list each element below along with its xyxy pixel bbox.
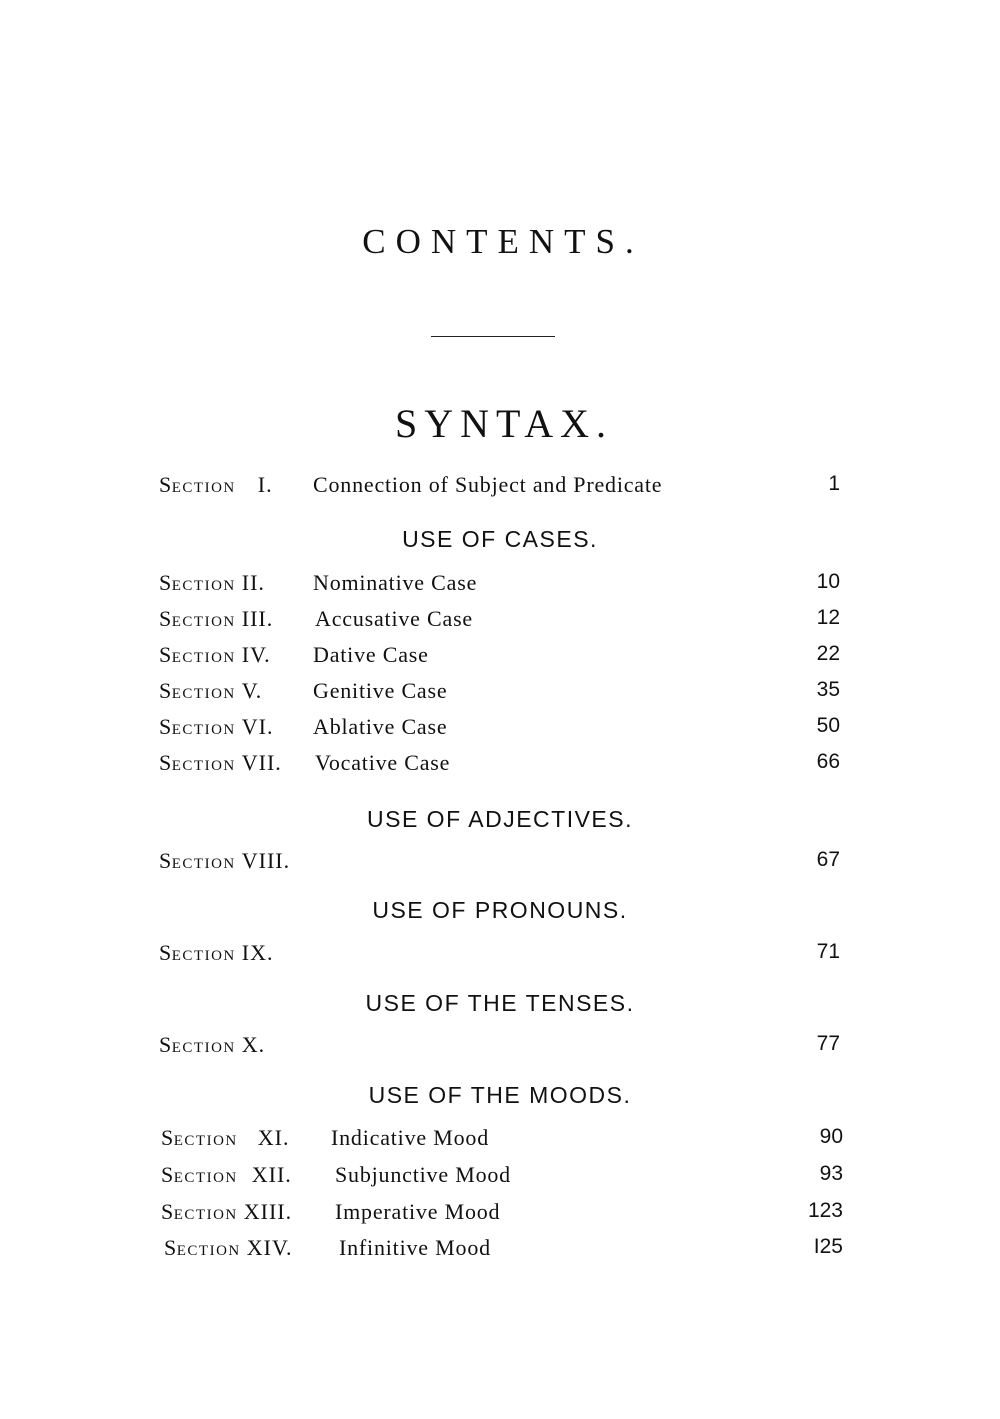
title-rule [431,336,555,337]
page-number: 12 [816,606,840,629]
part-title: SYNTAX. [394,401,614,446]
toc-entry-section-13 [0,1199,1000,1231]
section-word: SECTION [159,472,236,497]
page-number: 50 [816,714,840,737]
page-number: 35 [816,678,840,701]
toc-entry-section-8 [0,848,1000,880]
page-number: 93 [819,1162,843,1185]
page-number: I25 [813,1235,843,1258]
section-numeral: I. [257,472,273,497]
section-word: SECTION [161,1125,238,1150]
section-title: Dative Case [313,642,429,667]
section-label [159,1032,265,1058]
section-word: SECTION [159,606,236,631]
toc-entry-section-4 [0,642,1000,674]
toc-entry-section-14 [0,1235,1000,1267]
toc-entry-section-12 [0,1162,1000,1194]
section-numeral: III. [241,606,274,631]
group-heading-tenses: USE OF THE TENSES. [365,990,635,1016]
page-number: 66 [816,750,840,773]
toc-entry-section-10 [0,1032,1000,1064]
page-number: 10 [816,570,840,593]
section-label [159,940,273,966]
toc-entry-section-1 [0,472,1000,504]
section-label [159,678,262,704]
section-numeral: IV. [241,642,271,667]
section-label [164,1235,293,1261]
group-heading-cases: USE OF CASES. [402,526,598,552]
section-word: SECTION [159,750,236,775]
section-title: Accusative Case [315,606,473,631]
page-number: 1 [828,472,840,495]
section-word: SECTION [159,1032,236,1057]
section-word: SECTION [159,678,236,703]
page-title: CONTENTS. [362,222,644,261]
page-number: 71 [816,940,840,963]
section-title: Genitive Case [313,678,448,703]
section-numeral: VII. [241,750,282,775]
section-numeral: XIV. [246,1235,293,1260]
section-word: SECTION [159,714,236,739]
section-word: SECTION [159,642,236,667]
section-label [159,570,265,596]
section-word: SECTION [161,1162,238,1187]
section-numeral: VIII. [241,848,291,873]
section-title: Infinitive Mood [339,1235,491,1260]
page-number: 123 [807,1199,843,1222]
section-numeral: V. [241,678,263,703]
section-title: Imperative Mood [335,1199,501,1224]
toc-entry-section-5 [0,678,1000,710]
section-label [159,714,273,740]
group-heading-pronouns: USE OF PRONOUNS. [372,897,628,923]
section-title: Connection of Subject and Predicate [313,472,663,497]
section-word: SECTION [161,1199,238,1224]
section-word: SECTION [159,940,236,965]
section-label [159,848,290,874]
page-number: 67 [816,848,840,871]
section-label [161,1125,289,1151]
section-title: Ablative Case [313,714,448,739]
section-word: SECTION [164,1235,241,1260]
toc-entry-section-2 [0,570,1000,602]
group-heading-moods: USE OF THE MOODS. [368,1082,632,1108]
section-title: Nominative Case [313,570,478,595]
section-label [159,472,273,498]
section-word: SECTION [159,570,236,595]
section-numeral: XIII. [243,1199,293,1224]
section-label [161,1162,292,1188]
section-numeral: VI. [241,714,274,739]
section-title: Vocative Case [315,750,451,775]
section-word: SECTION [159,848,236,873]
toc-entry-section-3 [0,606,1000,638]
section-label [159,606,273,632]
page-number: 22 [816,642,840,665]
section-label [159,750,282,776]
group-heading-adjectives: USE OF ADJECTIVES. [367,806,633,832]
toc-entry-section-7 [0,750,1000,782]
section-label [159,642,271,668]
section-title: Subjunctive Mood [335,1162,511,1187]
toc-entry-section-9 [0,940,1000,972]
section-numeral: XI. [257,1125,290,1150]
section-label [161,1199,292,1225]
section-numeral: XII. [251,1162,292,1187]
toc-entry-section-11 [0,1125,1000,1157]
section-numeral: IX. [241,940,274,965]
toc-entry-section-6 [0,714,1000,746]
section-numeral: X. [241,1032,266,1057]
page-number: 77 [816,1032,840,1055]
section-numeral: II. [241,570,265,595]
page-number: 90 [819,1125,843,1148]
section-title: Indicative Mood [331,1125,490,1150]
